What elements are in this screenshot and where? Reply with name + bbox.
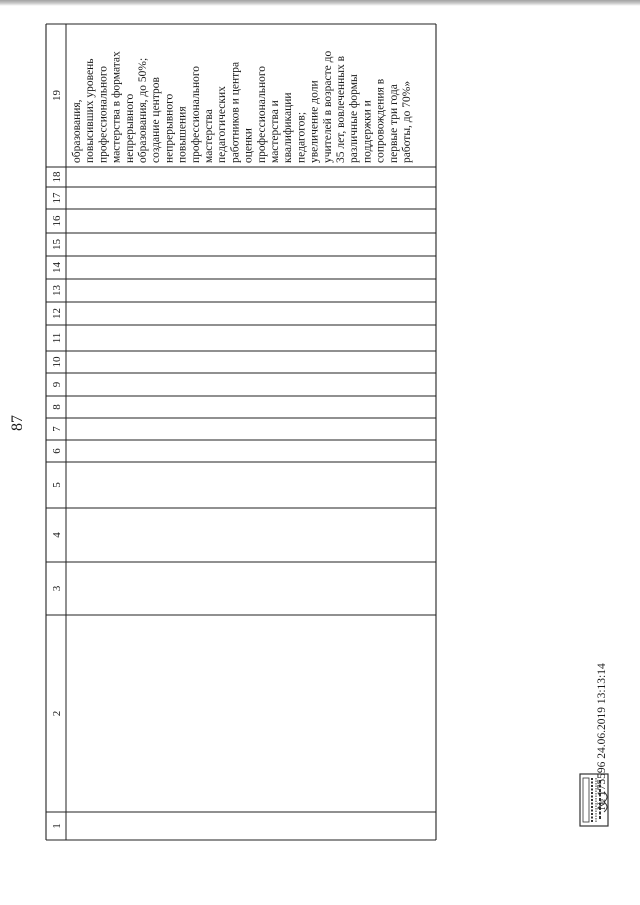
column-number: 7 — [51, 426, 63, 432]
column19-text-line: оценки — [242, 128, 255, 163]
column19-text-line: работников и центра — [229, 61, 242, 163]
column-number: 17 — [51, 192, 63, 204]
column19-text-line: повысивших уровень — [84, 58, 97, 163]
column19-text-line: первые три года — [387, 84, 400, 163]
column-number: 11 — [51, 332, 63, 344]
column-number: 3 — [51, 585, 63, 592]
column19-text-line: учителей в возрасте до — [321, 50, 334, 163]
column19-text-line: профессионального — [97, 65, 110, 163]
column19-text-line: работы, до 70%» — [401, 80, 413, 163]
column19-text-line: увеличение доли — [308, 80, 321, 163]
column-number: 18 — [51, 171, 63, 183]
column-number: 6 — [51, 448, 63, 454]
column19-text-line: профессионального — [189, 65, 202, 163]
column19-text-line: педагогов; — [295, 111, 308, 163]
column-number: 13 — [51, 285, 63, 296]
column-number: 16 — [51, 215, 63, 227]
column-number: 5 — [51, 482, 63, 488]
column-number: 2 — [51, 710, 63, 717]
column19-text-line: 35 лет, вовлеченных в — [335, 55, 347, 163]
column19-text-line: педагогических — [216, 86, 229, 163]
document-registration-number: № 175596 24.06.2019 13:13:14 — [596, 663, 608, 810]
column19-text-line: квалификации — [282, 92, 295, 163]
column19-text-line: поддержки и — [361, 100, 374, 163]
column-number: 1 — [51, 823, 63, 829]
column19-text-line: мастерства — [203, 109, 215, 163]
registration-stamp-icon — [574, 772, 614, 830]
column19-text-line: профессионального — [255, 65, 268, 163]
page-number: 87 — [9, 415, 26, 431]
column-number: 10 — [51, 356, 63, 368]
column19-text-line: мастерства и — [269, 100, 281, 163]
column19-text-line: сопровождения в — [374, 78, 387, 163]
column-number: 12 — [51, 308, 63, 319]
column19-text-line: непрерывного — [123, 93, 136, 163]
column-number: 4 — [51, 532, 63, 538]
column19-text-line: образования, — [71, 99, 83, 163]
column19-text-line: различные формы — [348, 74, 361, 163]
column19-text-line: мастерства в форматах — [110, 51, 123, 163]
column-number: 8 — [51, 404, 63, 410]
column-number: 14 — [51, 262, 63, 273]
column19-text-line: повышения — [176, 106, 189, 163]
column-number: 15 — [51, 239, 63, 250]
column-number: 19 — [51, 90, 63, 101]
column19-text-line: непрерывного — [163, 93, 176, 163]
column-number: 9 — [51, 381, 63, 388]
column19-text-line: образования, до 50%; — [137, 57, 149, 163]
column19-text-line: создание центров — [150, 77, 163, 163]
